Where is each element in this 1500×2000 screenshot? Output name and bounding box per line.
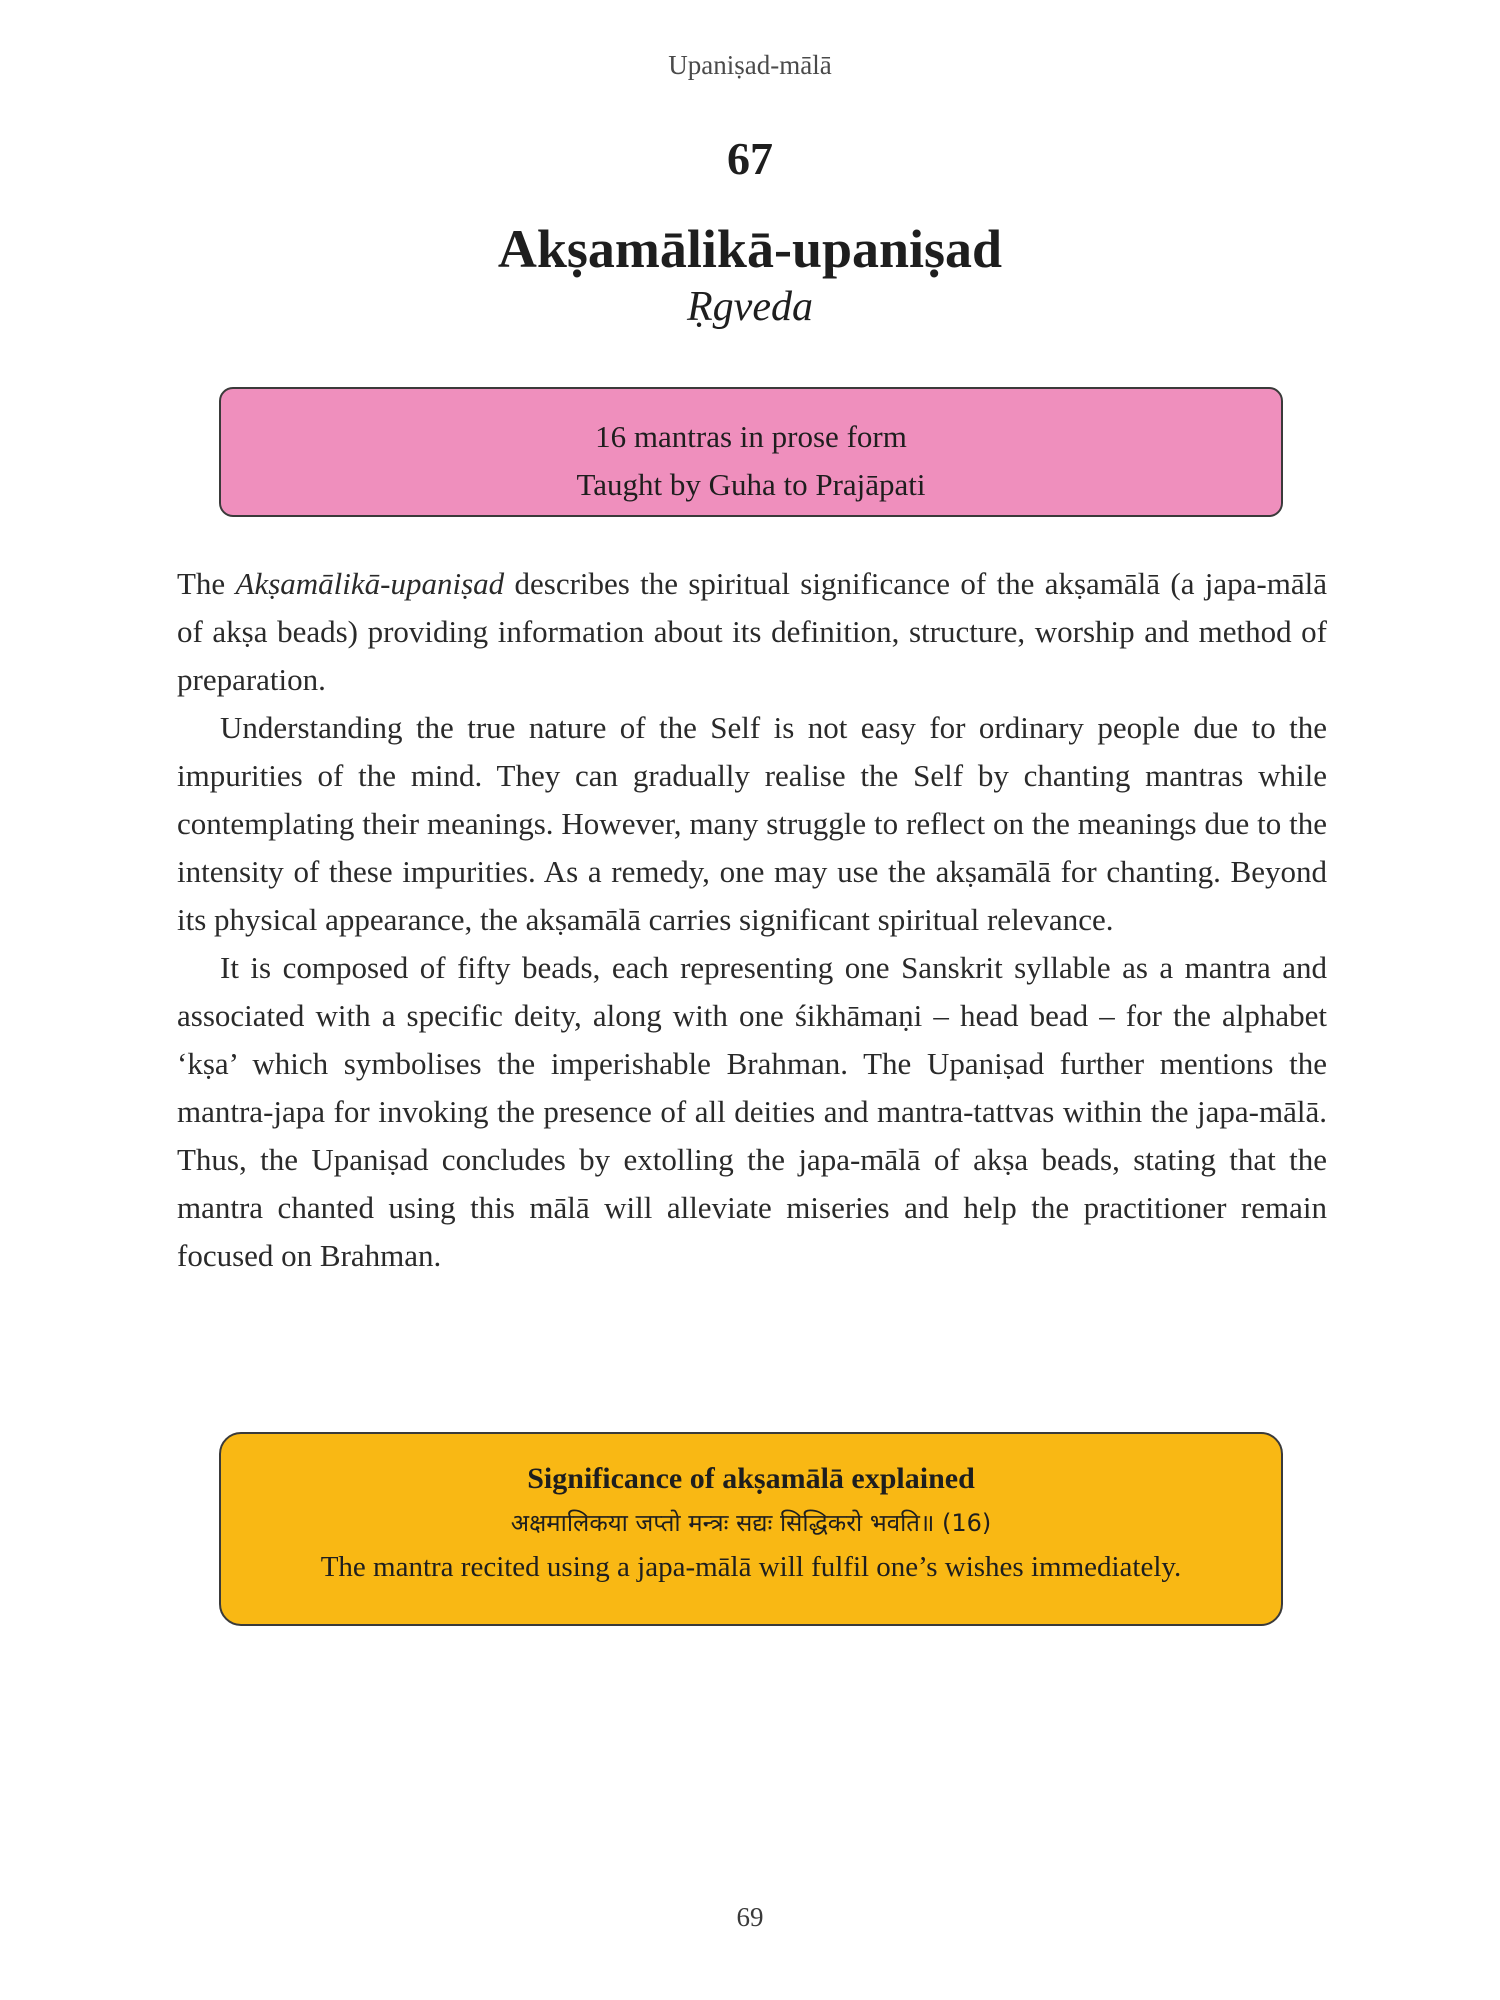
running-head: Upaniṣad-mālā [668, 50, 832, 80]
info-box-mantra-count: 16 mantras in prose form [595, 419, 907, 454]
body-text [177, 560, 1327, 1280]
paragraph-intro-title: Akṣamālikā-upaniṣad [235, 566, 505, 601]
chapter-number: 67 [727, 133, 773, 184]
chapter-veda: Ṛgveda [687, 284, 813, 330]
paragraph-beads: It is composed of fifty beads, each representing one Sanskrit syllable as a mantra and associated with a specific deity, along with one śikhāmaṇi – head bead – for the alphabet ‘kṣa’ which symbolises the imperishable Brahman. The Upaniṣad further mentions the mantra-japa for invoking the presence of all deities and mantra-tattvas within the japa-mālā. Thus, the Upaniṣad concludes by extolling the japa-mālā of akṣa beads, stating that the mantra chanted using this mālā will alleviate miseries and help the practitioner remain focused on Brahman. [177, 950, 1327, 1273]
sanskrit-verse: अक्षमालिकया जप्तो मन्त्रः सद्यः सिद्धिकरो भवति॥ (16) [510, 1509, 992, 1537]
paragraph-self: Understanding the true nature of the Self is not easy for ordinary people due to the impurities of the mind. They can gradually realise the Self by chanting mantras while contemplating their meanings. However, many struggle to reflect on the meanings due to the intensity of these impurities. As a remedy, one may use the akṣamālā for chanting. Beyond its physical appearance, the akṣamālā carries significant spiritual relevance. [177, 710, 1327, 937]
page-number: 69 [736, 1902, 764, 1932]
paragraph-intro-rest: describes the spiritual significance of the akṣamālā (a japa-mālā of akṣa beads) providing information about its definition, structure, worship and method of preparation. [177, 566, 1327, 697]
highlight-heading: Significance of akṣamālā explained [527, 1462, 975, 1495]
chapter-title: Akṣamālikā-upaniṣad [497, 219, 1003, 279]
highlight-box [219, 1432, 1283, 1626]
info-box-teacher: Taught by Guha to Prajāpati [576, 467, 926, 502]
paragraph-intro-lead: The [177, 566, 236, 601]
paragraph-intro [177, 560, 1327, 704]
info-box [219, 387, 1283, 517]
verse-translation: The mantra recited using a japa-mālā will fulfil one’s wishes immediately. [320, 1551, 1182, 1583]
